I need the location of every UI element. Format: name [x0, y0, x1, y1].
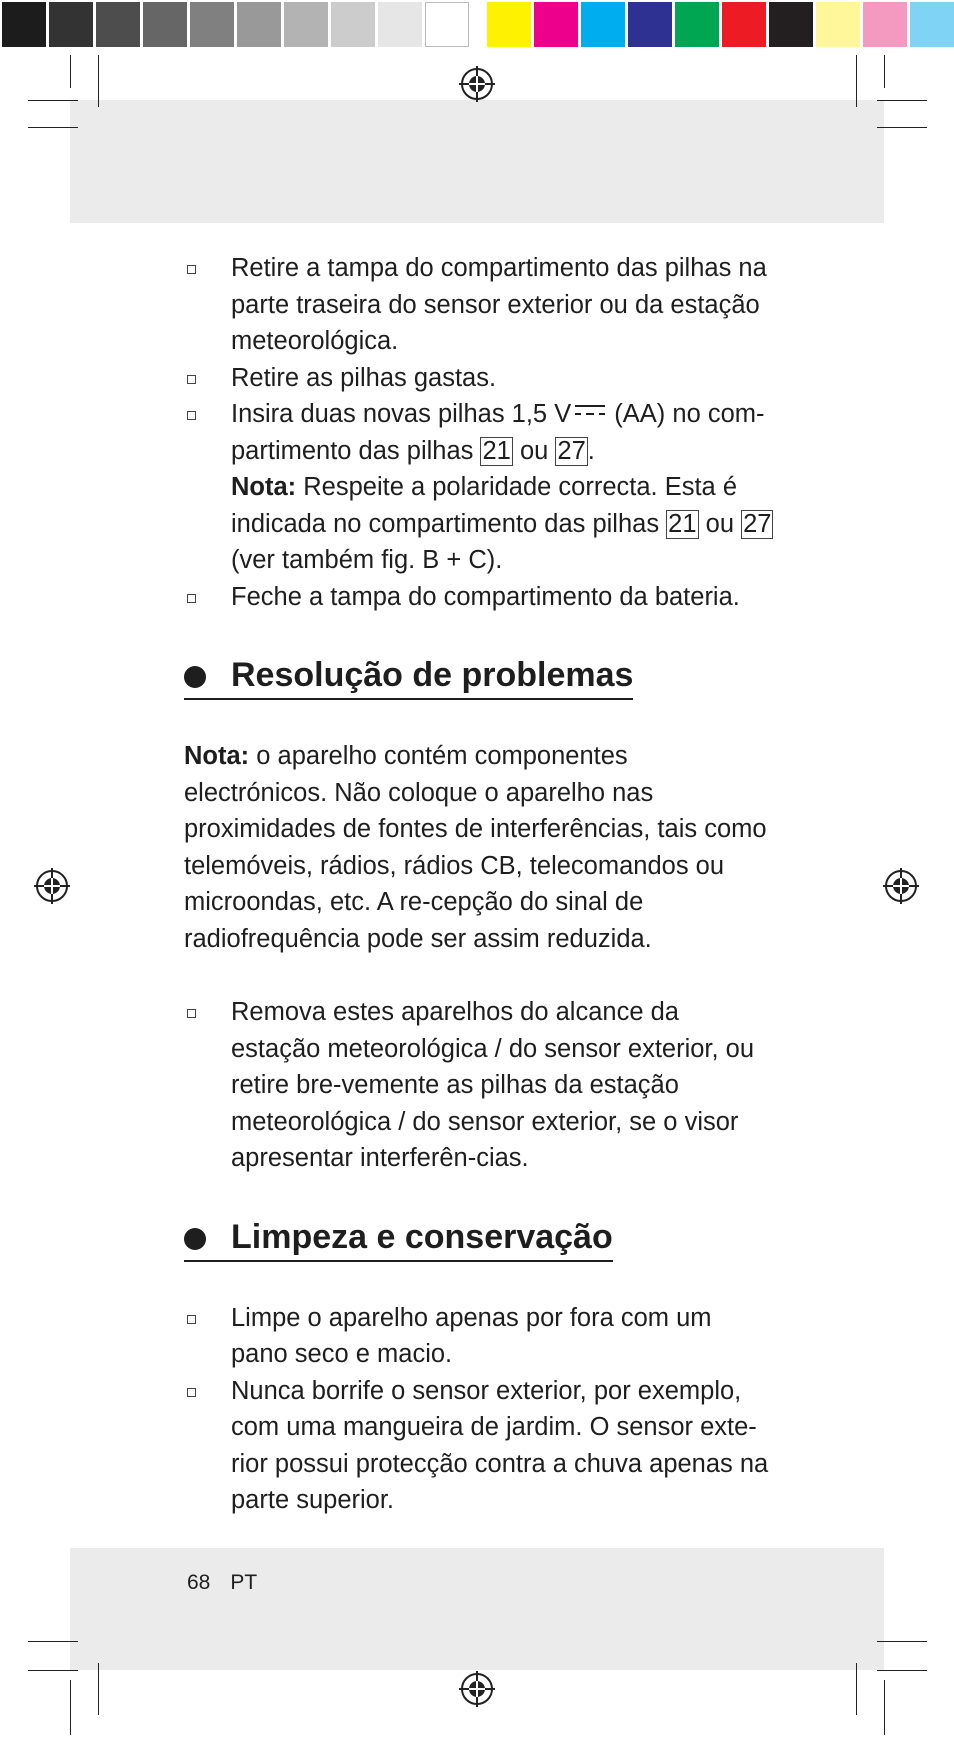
language-code: PT: [230, 1571, 258, 1594]
reference-number: 21: [668, 509, 697, 538]
manual-content: [184, 250, 774, 1519]
section-heading: [184, 653, 633, 700]
note-label: Nota:: [184, 742, 250, 770]
color-swatch: [863, 2, 907, 47]
color-swatch: [331, 2, 375, 47]
list-item: [184, 360, 774, 397]
reference-number: 27: [557, 436, 586, 465]
step-text: Retire as pilhas gastas.: [231, 363, 497, 392]
note-text: o aparelho contém componentes electrónicos. Não coloque o aparelho nas proximidades de fontes de interferências, tais como telemóveis, rádios, rádios CB, telecomandos ou microondas, etc. A re-cepção do sinal de radiofrequência pode ser assim reduzida.: [184, 742, 767, 953]
checkbox-bullet-icon: [187, 265, 196, 274]
note-text: ou: [698, 509, 742, 538]
crop-mark: [884, 55, 885, 88]
section-heading: [184, 1215, 613, 1262]
page-footer: [187, 1571, 277, 1595]
crop-mark: [98, 55, 99, 107]
crop-mark: [28, 100, 78, 101]
registration-mark-icon: [459, 1671, 495, 1707]
step-text: Feche a tampa do compartimento da bateria.: [231, 582, 740, 611]
footer-band: [70, 1548, 884, 1670]
color-swatch: [910, 2, 954, 47]
reference-number: 21: [482, 436, 511, 465]
list-item: [184, 1300, 774, 1373]
list-item: [184, 1373, 774, 1519]
crop-mark: [877, 1670, 927, 1671]
checkbox-bullet-icon: [187, 1009, 196, 1018]
note-text: Respeite a polaridade correcta. Esta é indicada no compartimento das pilhas: [231, 473, 738, 538]
bullet-dot-icon: [184, 666, 206, 688]
crop-mark: [856, 1663, 857, 1715]
crop-mark: [28, 1670, 78, 1671]
color-calibration-bar: [0, 0, 954, 50]
color-swatch: [769, 2, 813, 47]
color-swatch: [816, 2, 860, 47]
step-text: ou: [512, 436, 556, 465]
registration-mark-icon: [459, 66, 495, 102]
registration-mark-icon: [34, 868, 70, 904]
crop-mark: [877, 100, 927, 101]
step-text: .: [587, 436, 595, 465]
crop-mark: [70, 1680, 71, 1735]
color-swatch: [425, 2, 469, 47]
color-swatch: [487, 2, 531, 47]
section-title: Limpeza e conservação: [231, 1217, 613, 1256]
section-title: Resolução de problemas: [231, 656, 634, 694]
color-swatch: [722, 2, 766, 47]
crop-mark: [70, 55, 71, 88]
crop-mark: [884, 1680, 885, 1735]
page-number: 68: [187, 1571, 211, 1594]
registration-mark-icon: [883, 868, 919, 904]
step-text: Insira duas novas pilhas 1,5 V: [231, 400, 572, 428]
checkbox-bullet-icon: [187, 1315, 196, 1324]
color-swatch: [581, 2, 625, 47]
color-swatch: [378, 2, 422, 47]
list-item: [184, 579, 774, 616]
step-text: Nunca borrife o sensor exterior, por exemplo, com uma mangueira de jardim. O sensor exte-rior possui protecção contra a chuva apenas na parte superior.: [231, 1376, 769, 1514]
list-item: [184, 396, 774, 579]
list-item: [184, 994, 774, 1177]
note-paragraph: [184, 738, 774, 957]
color-swatch: [628, 2, 672, 47]
reference-number: 27: [743, 509, 772, 538]
color-swatch: [190, 2, 234, 47]
crop-mark: [856, 55, 857, 107]
step-text: Limpe o aparelho apenas por fora com um pano seco e macio.: [231, 1303, 712, 1368]
color-swatch: [143, 2, 187, 47]
dc-voltage-icon: [573, 401, 607, 419]
step-text: (AA) no com-partimento das pilhas: [231, 400, 765, 465]
bullet-dot-icon: [184, 1228, 206, 1250]
color-swatch: [49, 2, 93, 47]
crop-mark: [28, 127, 78, 128]
checkbox-bullet-icon: [187, 375, 196, 384]
color-swatch: [96, 2, 140, 47]
note-text: (ver também fig. B + C).: [231, 546, 503, 574]
crop-mark: [877, 1641, 927, 1642]
checkbox-bullet-icon: [187, 594, 196, 603]
crop-mark: [98, 1663, 99, 1715]
checkbox-bullet-icon: [187, 1388, 196, 1397]
note-label: Nota:: [231, 473, 297, 501]
color-swatch: [534, 2, 578, 47]
checkbox-bullet-icon: [187, 411, 196, 420]
crop-mark: [28, 1641, 78, 1642]
color-swatch: [284, 2, 328, 47]
step-text: Retire a tampa do compartimento das pilhas na parte traseira do sensor exterior ou da estação meteorológica.: [231, 254, 767, 355]
step-text: Remova estes aparelhos do alcance da estação meteorológica / do sensor exterior, ou retire bre-vemente as pilhas da estação meteorológica / do sensor exterior, se o visor apresentar interferên-cias.: [231, 998, 755, 1172]
header-band: [70, 100, 884, 223]
color-swatch: [2, 2, 46, 47]
crop-mark: [877, 127, 927, 128]
list-item: [184, 250, 774, 360]
color-swatch: [675, 2, 719, 47]
color-swatch: [237, 2, 281, 47]
